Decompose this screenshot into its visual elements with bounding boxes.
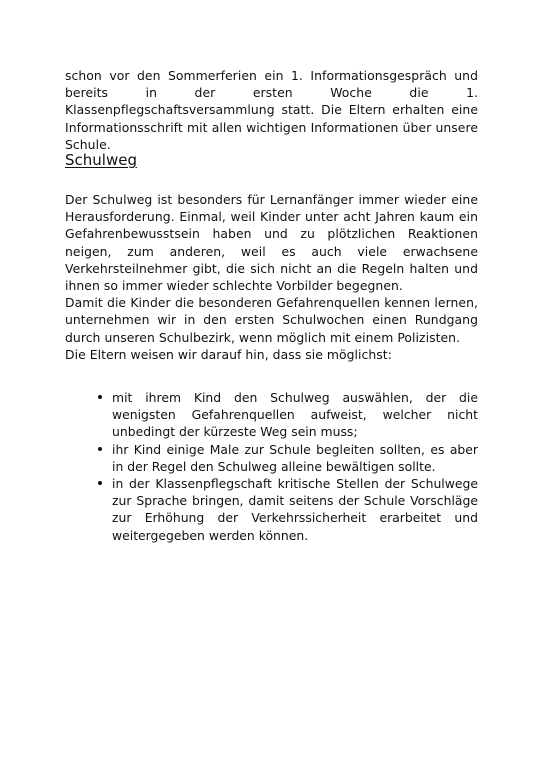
bullet-item [96,475,478,544]
section-heading: Schulweg [65,151,137,169]
bullet-text: in der Klassenpflegschaft kritische Stellen der Schulwege zur Sprache bringen, damit seitens der Schule Vorschläge zur Erhöhung der Verkehrssicherheit erarbeitet und weitergegeben werden können. [112,476,478,543]
intro-paragraph: schon vor den Sommerferien ein 1. Informationsgespräch und bereits in der ersten Woche die 1. Klassenpflegschaftsversammlung statt. Die Eltern erhalten eine Informationsschrift mit allen wichtigen Informationen über unsere Schule. [65,68,478,152]
paragraph-3: Die Eltern weisen wir darauf hin, dass sie möglichst: [65,346,392,362]
paragraph-2: Damit die Kinder die besonderen Gefahrenquellen kennen lernen, unternehmen wir in den ersten Schulwochen einen Rundgang durch unseren Schulbezirk, wenn möglich mit einem Polizisten. [65,295,478,345]
paragraph-1: Der Schulweg ist besonders für Lernanfänger immer wieder eine Herausforderung. Einmal, weil Kinder unter acht Jahren kaum ein Gefahrenbewusstsein haben und zu plötzlichen Reaktionen neigen, zum anderen, weil es auch viele erwachsene Verkehrsteilnehmer gibt, die sich nicht an die Regeln halten und ihnen so immer wieder schlechte Vorbilder begegnen. [65,192,478,294]
bullet-text: mit ihrem Kind den Schulweg auswählen, der die wenigsten Gefahrenquellen aufweist, welcher nicht unbedingt der kürzeste Weg sein muss; [112,390,478,440]
bullet-dot-icon [98,395,102,399]
bullet-list [96,389,478,544]
intro-paragraph-block [65,67,478,153]
bullet-dot-icon [98,481,102,485]
bullet-dot-icon [98,447,102,451]
bullet-item [96,441,478,475]
section-body [65,191,478,363]
bullet-text: ihr Kind einige Male zur Schule begleiten sollten, es aber in der Regel den Schulweg alleine bewältigen sollte. [112,441,478,474]
bullet-item [96,389,478,441]
